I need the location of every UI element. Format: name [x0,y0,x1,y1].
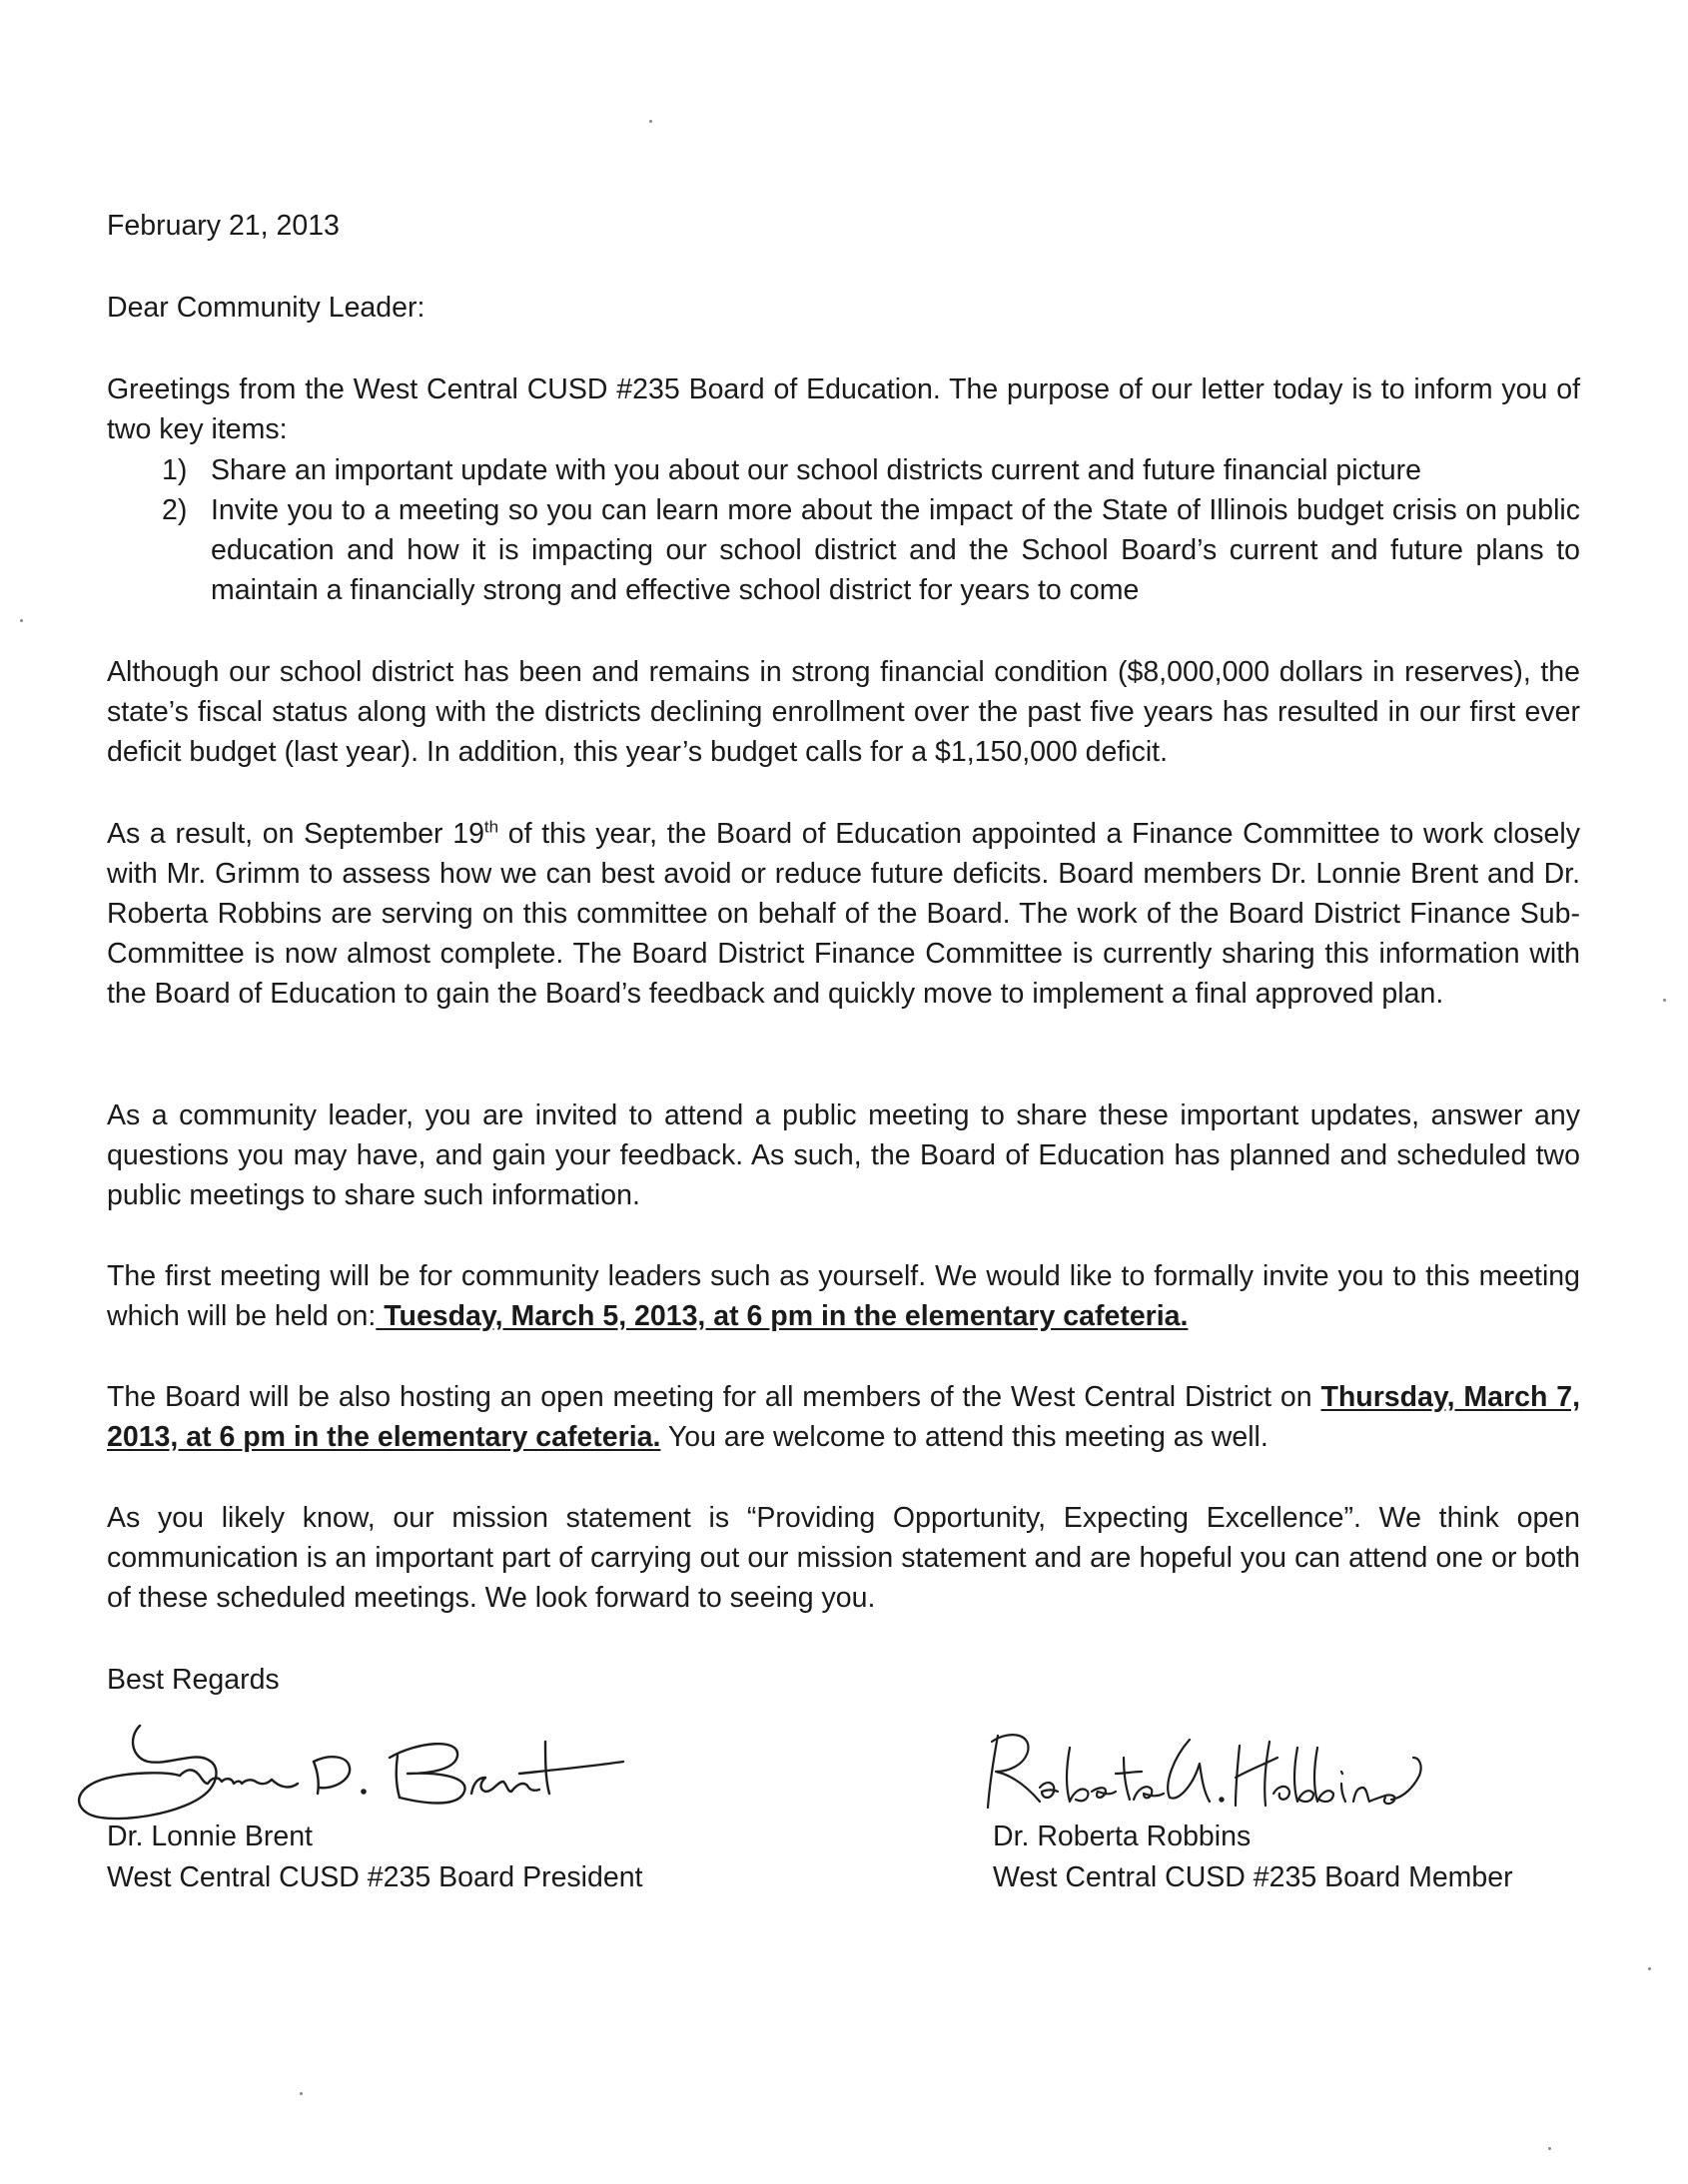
committee-text-rest: of this year, the Board of Education appointed a Finance Committee to work closely with Mr. Grimm to assess how we can best avoid or reduce future deficits. Board members Dr. Lonnie Brent and Dr. Roberta Robbins are serving on this committee on behalf of the Board. The work of the Board District Finance Sub-Committee is now almost complete. The Board District Finance Committee is currently sharing this information with the Board of Education to gain the Board’s feedback and quickly move to implement a final approved plan. [107,818,1580,1010]
signer-name: Dr. Lonnie Brent [107,1820,313,1852]
signature-roberta-robbins [974,1718,1433,1827]
open-meeting-text: The Board will be also hosting an open meeting for all members of the West Central District on [107,1381,1321,1413]
scan-speck [1663,999,1666,1002]
open-meeting-paragraph [107,1377,1580,1457]
letter-date: February 21, 2013 [107,210,340,242]
intro-paragraph: Greetings from the West Central CUSD #235 Board of Education. The purpose of our letter today is to inform you of two key items: [107,373,1580,445]
signer-name: Dr. Roberta Robbins [993,1820,1252,1852]
mission-paragraph: As you likely know, our mission statement is “Providing Opportunity, Expecting Excellence”. We think open communication is an important part of carrying out our mission statement and are hopeful you can attend one or both of these scheduled meetings. We look forward to seeing you. [107,1502,1580,1614]
committee-paragraph [107,814,1580,1014]
list-item [107,490,1580,610]
scan-speck [1648,1967,1651,1970]
scan-speck [300,2092,303,2095]
finance-paragraph: Although our school district has been and remains in strong financial condition ($8,000,000 dollars in reserves), the state’s fiscal status along with the districts declining enrollment over the past five years has resulted in our first ever deficit budget (last year). In addition, this year’s budget calls for a $1,150,000 deficit. [107,656,1580,768]
committee-text-start: As a result, on September 19 [107,818,484,850]
key-items-list [107,450,1580,610]
scan-speck [649,120,652,123]
list-number: 1) [162,454,188,486]
closing: Best Regards [107,1664,280,1696]
signer-title: West Central CUSD #235 Board Member [993,1861,1513,1893]
list-item-text: Share an important update with you about our school districts current and future financial picture [211,454,1421,486]
list-item-text: Invite you to a meeting so you can learn more about the impact of the State of Illinois budget crisis on public education and how it is impacting our school district and the School Board’s current and future plans to maintain a financially strong and effective school district for years to come [211,494,1580,606]
first-meeting-paragraph [107,1256,1580,1336]
salutation: Dear Community Leader: [107,292,425,324]
scan-speck [1548,2147,1551,2150]
scan-speck [20,619,23,622]
first-meeting-date: Tuesday, March 5, 2013, at 6 pm in the elementary cafeteria. [376,1300,1189,1332]
list-number: 2) [162,494,188,526]
ordinal-suffix: th [483,817,499,837]
invite-paragraph: As a community leader, you are invited to attend a public meeting to share these important updates, answer any questions you may have, and gain your feedback. As such, the Board of Education has planned and scheduled two public meetings to share such information. [107,1099,1580,1211]
signer-title: West Central CUSD #235 Board President [107,1861,643,1893]
open-meeting-text-end: You are welcome to attend this meeting as well. [660,1421,1268,1453]
first-meeting-text: The first meeting will be for community leaders such as yourself. We would like to formally invite you to this meeting which will be held on: [107,1260,1580,1332]
list-item [107,450,1580,490]
open-meeting-date: Thursday, March 7, 2013, at 6 pm in the elementary cafeteria. [107,1381,1580,1453]
